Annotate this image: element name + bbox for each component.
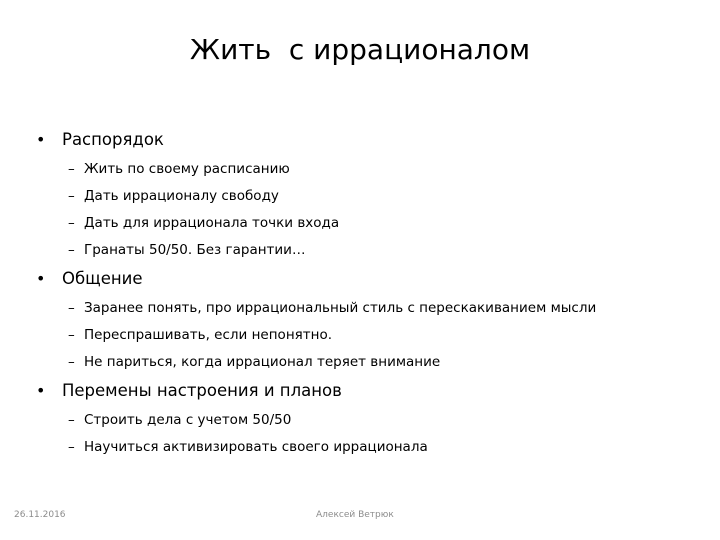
sub-marker: – [68, 439, 75, 455]
sub-item [36, 437, 696, 457]
sub-marker: – [68, 188, 75, 204]
bullet-marker: • [36, 269, 46, 288]
sub-text: Жить по своему расписанию [84, 161, 290, 177]
sub-item [36, 213, 696, 233]
bullet-item [36, 267, 696, 291]
footer-author: Алексей Ветрюк [316, 510, 394, 520]
sub-marker: – [68, 161, 75, 177]
sub-text: Строить дела с учетом 50/50 [84, 412, 292, 428]
sub-marker: – [68, 300, 75, 316]
bullet-text: Распорядок [62, 130, 164, 149]
bullet-text: Перемены настроения и планов [62, 381, 342, 400]
sub-text: Дать для иррационала точки входа [84, 215, 340, 231]
sub-marker: – [68, 242, 75, 258]
sub-item [36, 298, 696, 318]
sub-text: Переспрашивать, если непонятно. [84, 327, 333, 343]
bullet-marker: • [36, 381, 46, 400]
bullet-item [36, 128, 696, 152]
sub-item [36, 325, 696, 345]
sub-text: Дать иррационалу свободу [84, 188, 279, 204]
slide-content [36, 128, 696, 464]
sub-marker: – [68, 215, 75, 231]
sub-text: Научиться активизировать своего иррационала [84, 439, 428, 455]
sub-text: Не париться, когда иррационал теряет внимание [84, 354, 441, 370]
sub-marker: – [68, 412, 75, 428]
sub-item [36, 410, 696, 430]
bullet-item [36, 379, 696, 403]
sub-text: Заранее понять, про иррациональный стиль с перескакиванием мысли [84, 300, 597, 316]
sub-text: Гранаты 50/50. Без гарантии… [84, 242, 306, 258]
sub-item [36, 352, 696, 372]
footer-date: 26.11.2016 [14, 510, 66, 520]
sub-marker: – [68, 327, 75, 343]
slide-title: Жить с иррационалом [189, 33, 531, 66]
sub-item [36, 159, 696, 179]
bullet-marker: • [36, 130, 46, 149]
sub-marker: – [68, 354, 75, 370]
bullet-text: Общение [62, 269, 143, 288]
sub-item [36, 240, 696, 260]
sub-item [36, 186, 696, 206]
